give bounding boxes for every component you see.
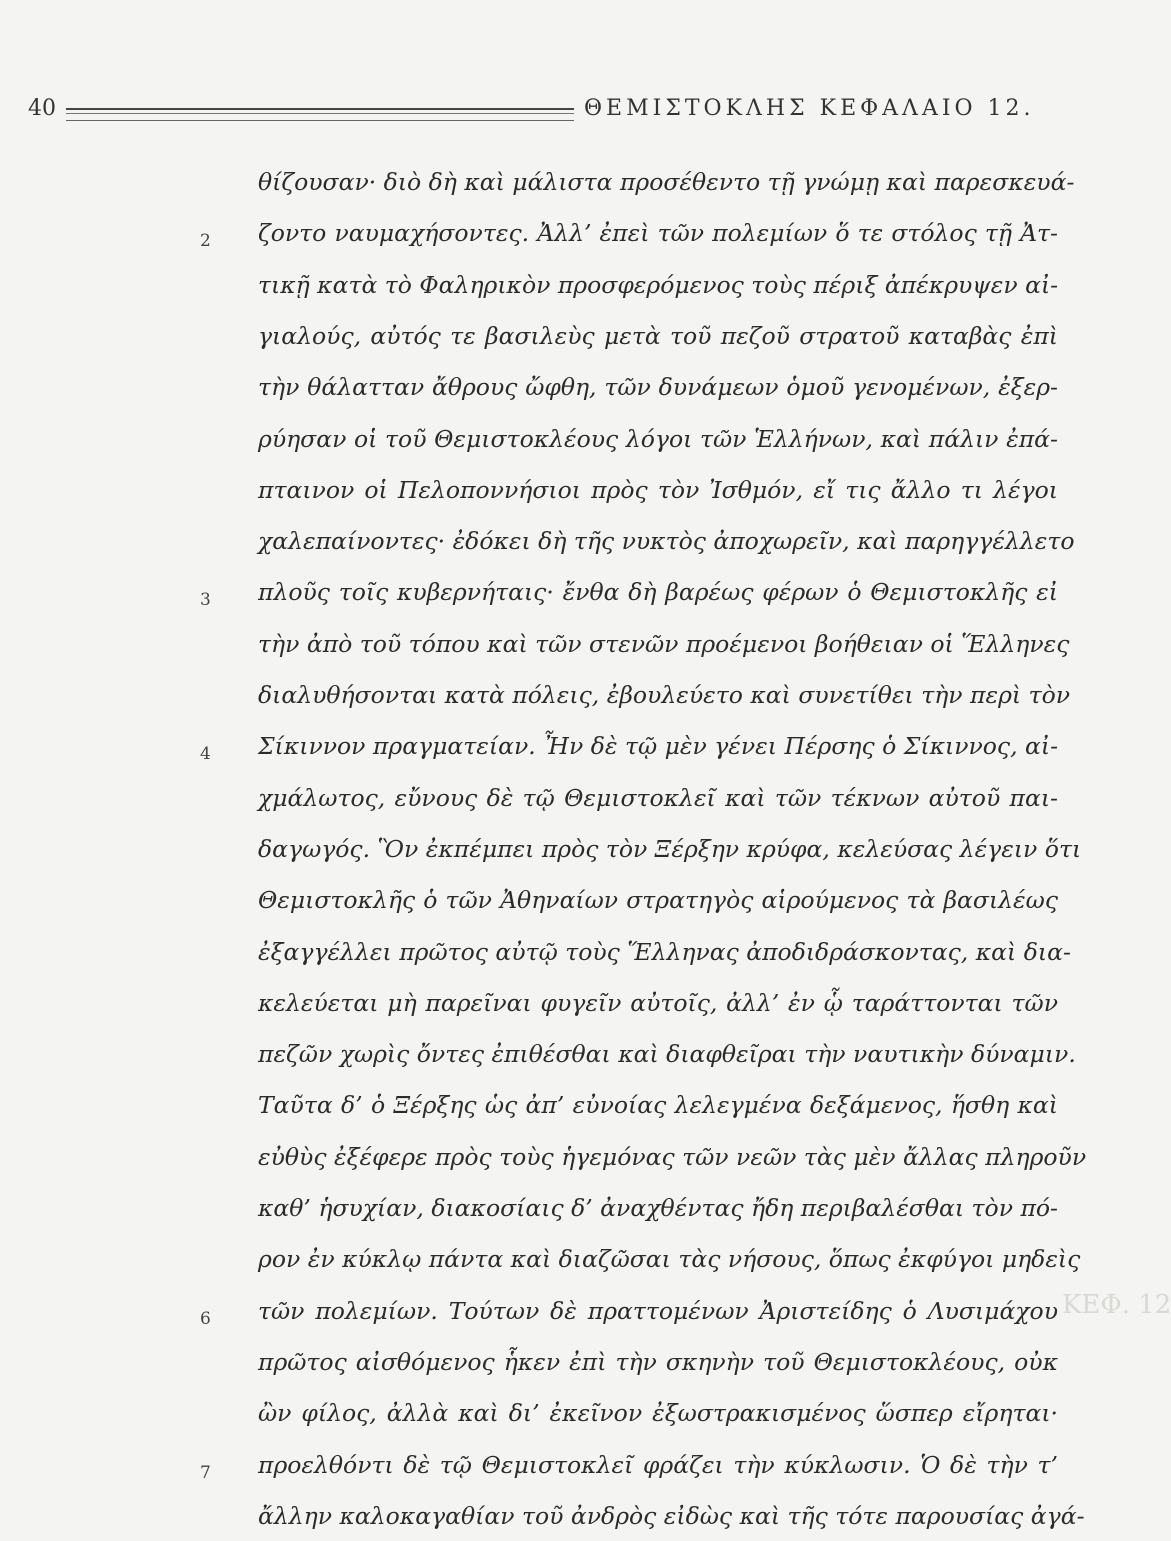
text-line: Σίκιννον πραγματείαν. Ἦν δὲ τῷ μὲν γένει Πέρσης ὁ Σίκιννος, αἰ- bbox=[258, 732, 1059, 761]
text-line: ἐξαγγέλλει πρῶτος αὐτῷ τοὺς Ἕλληνας ἀποδιδράσκοντας, καὶ δια- bbox=[258, 937, 1071, 966]
text-line: θίζουσαν· διὸ δὴ καὶ μάλιστα προσέθεντο τῇ γνώμῃ καὶ παρεσκευά- bbox=[258, 168, 1075, 196]
section-number: 6 bbox=[200, 1308, 211, 1329]
text-line: πταινον οἱ Πελοποννήσιοι πρὸς τὸν Ἰσθμόν, εἴ τις ἄλλο τι λέγοι bbox=[258, 475, 1058, 504]
text-line: εὐθὺς ἐξέφερε πρὸς τοὺς ἡγεμόνας τῶν νεῶν τὰς μὲν ἄλλας πληροῦν bbox=[258, 1142, 1087, 1171]
header-rule bbox=[66, 108, 574, 121]
text-line: χαλεπαίνοντες· ἐδόκει δὴ τῆς νυκτὸς ἀποχωρεῖν, καὶ παρηγγέλλετο bbox=[258, 527, 1075, 556]
text-line: προελθόντι δὲ τῷ Θεμιστοκλεῖ φράζει τὴν κύκλωσιν. Ὁ δὲ τὴν τ’ bbox=[258, 1450, 1058, 1479]
text-line: Ταῦτα δ’ ὁ Ξέρξης ὡς ἀπ’ εὐνοίας λελεγμένα δεξάμενος, ἥσθη καὶ bbox=[258, 1091, 1058, 1120]
text-line: γιαλούς, αὐτός τε βασιλεὺς μετὰ τοῦ πεζοῦ στρατοῦ καταβὰς ἐπὶ bbox=[258, 321, 1058, 350]
section-number: 2 bbox=[200, 231, 211, 252]
text-line: τὴν θάλατταν ἄθρους ὤφθη, τῶν δυνάμεων ὁμοῦ γενομένων, ἐξερ- bbox=[258, 373, 1058, 402]
section-number: 3 bbox=[200, 590, 211, 611]
text-line: ζοντο ναυμαχήσοντες. Ἀλλ’ ἐπεὶ τῶν πολεμίων ὅ τε στόλος τῇ Ἀτ- bbox=[258, 219, 1058, 248]
text-line: ἄλλην καλοκαγαθίαν τοῦ ἀνδρὸς εἰδὼς καὶ τῆς τότε παρουσίας ἀγά- bbox=[258, 1501, 1085, 1530]
text-line: ρον ἐν κύκλῳ πάντα καὶ διαζῶσαι τὰς νήσους, ὅπως ἐκφύγοι μηδεὶς bbox=[258, 1245, 1081, 1274]
page-number: 40 bbox=[28, 96, 56, 121]
bleed-through-mark: ΚΕΦ. 12 bbox=[1062, 1290, 1171, 1320]
running-head bbox=[28, 96, 1128, 136]
text-line: καθ’ ἡσυχίαν, διακοσίαις δ’ ἀναχθέντας ἤδη περιβαλέσθαι τὸν πό- bbox=[258, 1194, 1058, 1222]
section-number: 4 bbox=[200, 744, 211, 765]
text-line: Θεμιστοκλῆς ὁ τῶν Ἀθηναίων στρατηγὸς αἱρούμενος τὰ βασιλέως bbox=[258, 886, 1058, 915]
text-line: πλοῦς τοῖς κυβερνήταις· ἔνθα δὴ βαρέως φέρων ὁ Θεμιστοκλῆς εἰ bbox=[258, 578, 1058, 607]
text-line: τικῇ κατὰ τὸ Φαληρικὸν προσφερόμενος τοὺς πέριξ ἀπέκρυψεν αἰ- bbox=[258, 270, 1059, 299]
text-line: τὴν ἀπὸ τοῦ τόπου καὶ τῶν στενῶν προέμενοι βοήθειαν οἱ Ἕλληνες bbox=[258, 629, 1070, 658]
text-line: ὢν φίλος, ἀλλὰ καὶ δι’ ἐκεῖνον ἐξωστρακισμένος ὥσπερ εἴρηται· bbox=[258, 1399, 1058, 1428]
text-line: πρῶτος αἰσθόμενος ἧκεν ἐπὶ τὴν σκηνὴν τοῦ Θεμιστοκλέους, οὐκ bbox=[258, 1347, 1058, 1376]
section-number: 7 bbox=[200, 1462, 211, 1483]
running-title: ΘΕΜΙΣΤΟΚΛΗΣ ΚΕΦΑΛΑΙΟ 12. bbox=[584, 96, 1035, 121]
text-line: διαλυθήσονται κατὰ πόλεις, ἐβουλεύετο καὶ συνετίθει τὴν περὶ τὸν bbox=[258, 681, 1071, 709]
text-line: πεζῶν χωρὶς ὄντες ἐπιθέσθαι καὶ διαφθεῖραι τὴν ναυτικὴν δύναμιν. bbox=[258, 1040, 1076, 1069]
text-line: ρύησαν οἱ τοῦ Θεμιστοκλέους λόγοι τῶν Ἑλλήνων, καὶ πάλιν ἐπά- bbox=[258, 424, 1058, 453]
text-line: χμάλωτος, εὔνους δὲ τῷ Θεμιστοκλεῖ καὶ τῶν τέκνων αὐτοῦ παι- bbox=[258, 783, 1058, 812]
text-line: δαγωγός. Ὃν ἐκπέμπει πρὸς τὸν Ξέρξην κρύφα, κελεύσας λέγειν ὅτι bbox=[258, 834, 1082, 863]
text-line: κελεύεται μὴ παρεῖναι φυγεῖν αὐτοῖς, ἀλλ’ ἐν ᾧ ταράττονται τῶν bbox=[258, 988, 1058, 1017]
text-line: τῶν πολεμίων. Τούτων δὲ πραττομένων Ἀριστείδης ὁ Λυσιμάχου bbox=[258, 1296, 1058, 1325]
